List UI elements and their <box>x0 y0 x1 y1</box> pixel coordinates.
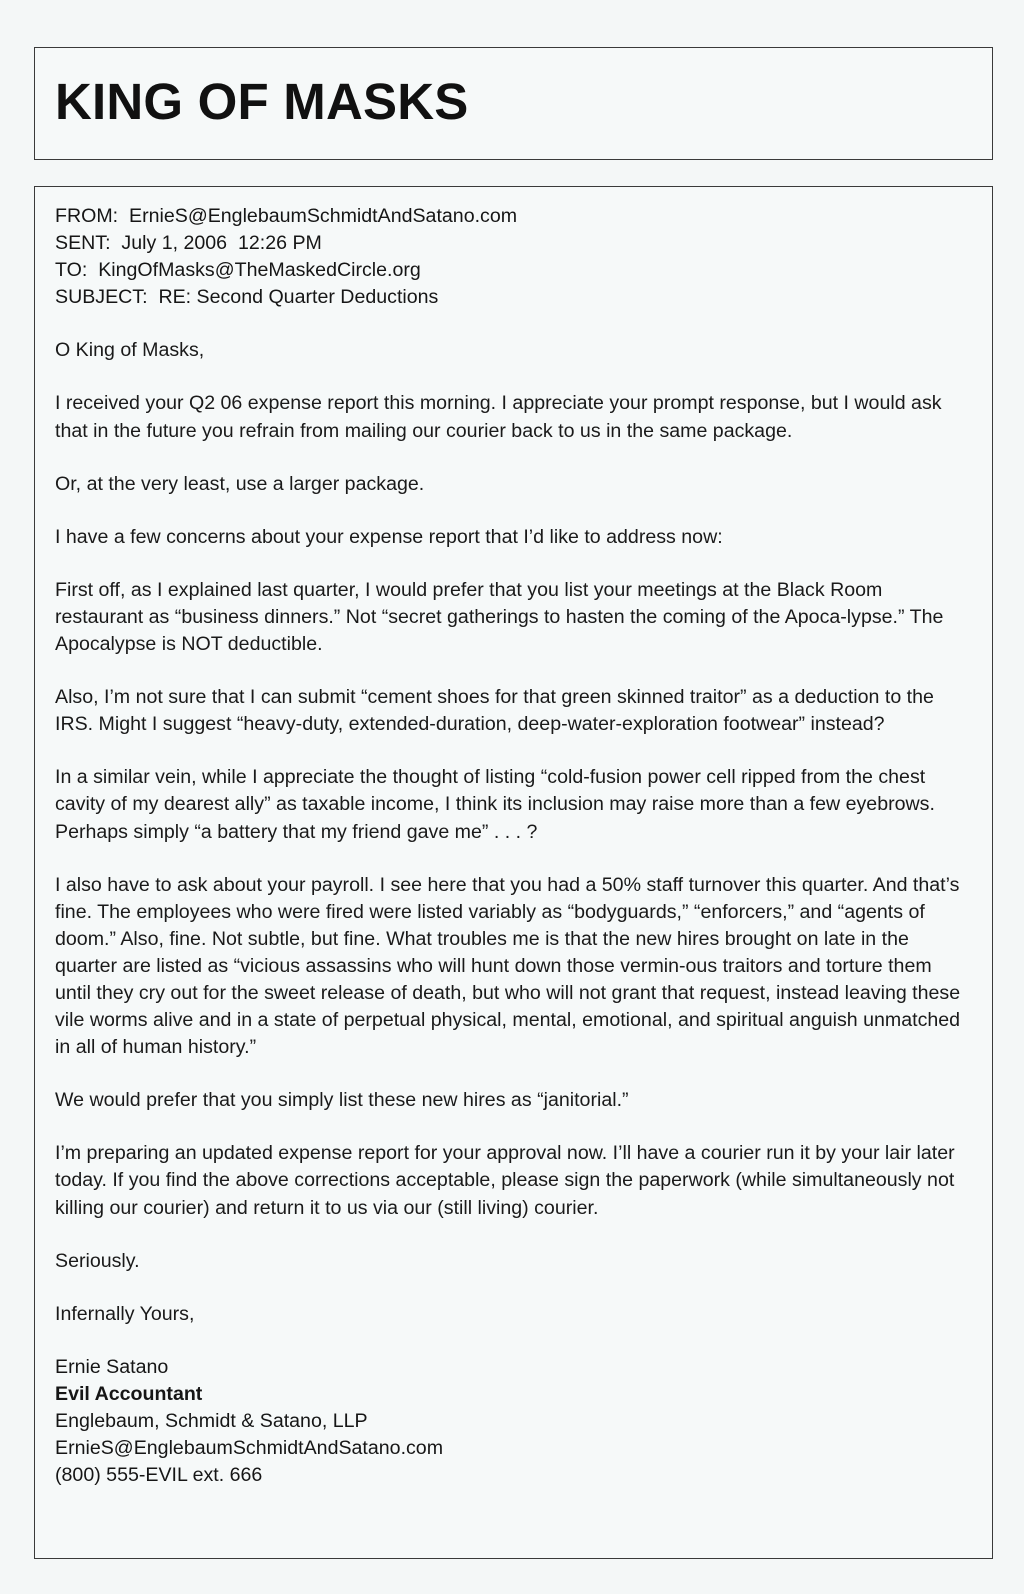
email-subject-line <box>55 284 972 311</box>
paragraph: Or, at the very least, use a larger package. <box>55 472 425 495</box>
paragraph: Seriously. <box>55 1249 140 1272</box>
paragraph: I received your Q2 06 expense report this morning. I appreciate your prompt response, but I would ask that in the future you refrain from mailing our courier back to us in the same package. <box>55 392 942 442</box>
signature-title: Evil Accountant <box>55 1382 203 1405</box>
signature-email: ErnieS@EnglebaumSchmidtAndSatano.com <box>55 1437 444 1460</box>
greeting: O King of Masks, <box>55 339 205 362</box>
paragraph: I’m preparing an updated expense report for your approval now. I’ll have a courier run it by your lair later today. If you find the above corrections acceptable, please sign the paperwork (while simultaneously not killing our courier) and return it to us via our (still living) courier. <box>55 1142 955 1219</box>
signature-firm: Englebaum, Schmidt & Satano, LLP <box>55 1410 368 1432</box>
title-box <box>34 47 993 160</box>
paragraph: In a similar vein, while I appreciate the thought of listing “cold-fusion power cell ripped from the chest cavity of my dearest ally” as taxable income, I think its inclusion may raise more than a few eyebrows. Perhaps simply “a battery that my friend gave me” . . . ? <box>55 766 935 843</box>
paragraph: I have a few concerns about your expense report that I’d like to address now: <box>55 525 723 548</box>
email-header <box>55 203 972 311</box>
subject-label: SUBJECT: <box>55 286 148 309</box>
sent-label: SENT: <box>55 232 111 255</box>
email-sent-line <box>55 230 972 257</box>
signature-block <box>55 1354 972 1489</box>
subject-text: RE: Second Quarter Deductions <box>158 286 439 309</box>
signature-phone: (800) 555-EVIL ext. 666 <box>55 1464 263 1487</box>
from-address: ErnieS@EnglebaumSchmidtAndSatano.com <box>129 205 518 227</box>
paragraph: First off, as I explained last quarter, I would prefer that you list your meetings at the Black Room restaurant as “business dinners.” Not “secret gatherings to hasten the coming of the Apoca-lypse.” The Apocalypse is NOT deductible. <box>55 578 944 656</box>
page-title: KING OF MASKS <box>55 73 469 130</box>
email-to-line <box>55 257 972 284</box>
paragraph: I also have to ask about your payroll. I see here that you had a 50% staff turnover this quarter. And that’s fine. The employees who were fired were listed variably as “bodyguards,” “enforcers,” and “agents of doom.” Also, fine. Not subtle, but fine. What troubles me is that the new hires brought on late in the quarter are listed as “vicious assassins who will hunt down those vermin-ous traitors and torture them until they cry out for the sweet release of death, but who will not grant that request, instead leaving these vile worms alive and in a state of perpetual physical, mental, emotional, and spiritual anguish unmatched in all of human history.” <box>55 873 961 1059</box>
letter-body <box>34 186 993 1559</box>
to-address: KingOfMasks@TheMaskedCircle.org <box>98 259 421 282</box>
paragraph: We would prefer that you simply list these new hires as “janitorial.” <box>55 1089 629 1112</box>
from-label: FROM: <box>55 205 119 227</box>
email-from-line <box>55 203 972 230</box>
paragraph: Also, I’m not sure that I can submit “cement shoes for that green skinned traitor” as a deduction to the IRS. Might I suggest “heavy-duty, extended-duration, deep-water-exploration footwear” instead? <box>55 686 934 736</box>
signature-name: Ernie Satano <box>55 1355 169 1378</box>
closing: Infernally Yours, <box>55 1302 195 1325</box>
to-label: TO: <box>55 259 88 282</box>
sent-date: July 1, 2006 12:26 PM <box>121 232 322 255</box>
